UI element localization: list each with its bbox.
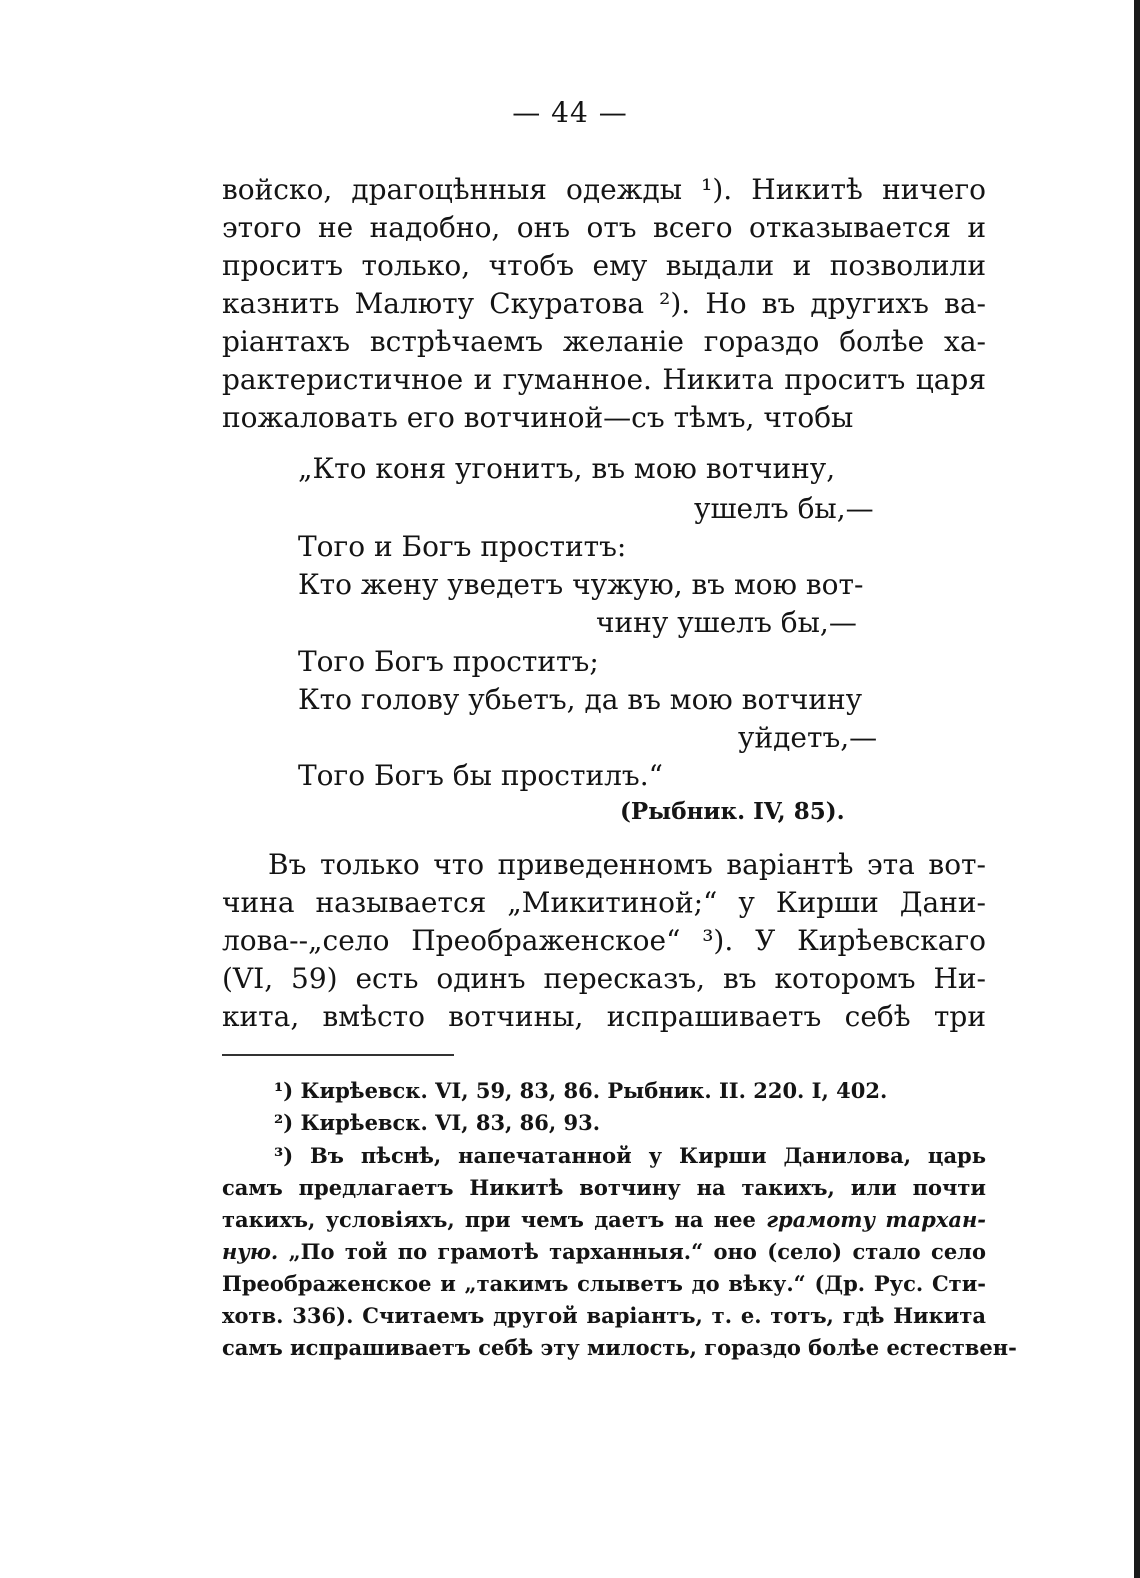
footnote-3-line: самъ предлагаетъ Никитѣ вотчину на такихъ, или почти (222, 1175, 986, 1200)
footnote-3-line (222, 1237, 986, 1267)
verse-line-continuation: уйдетъ,— (738, 721, 878, 754)
text-line: Въ только что приведенномъ варіантѣ эта вот- (268, 848, 986, 881)
verse-line: Того и Богъ проститъ: (298, 530, 627, 563)
verse-line: Того Богъ проститъ; (298, 645, 599, 678)
footnote-separator (222, 1054, 454, 1056)
footnote-3-line: Преображенское и „такимъ слыветъ до вѣку.“ (Др. Рус. Сти- (222, 1271, 986, 1296)
footnote-3-line (222, 1205, 986, 1235)
page-edge (1134, 0, 1140, 1578)
text-line: лова--„село Преображенское“ ³). У Кирѣевскаго (222, 924, 986, 957)
footnote-2: ²) Кирѣевск. VI, 83, 86, 93. (274, 1110, 601, 1135)
text-line: пожаловать его вотчиной—съ тѣмъ, чтобы (222, 401, 854, 434)
footnote-3-line: самъ испрашиваетъ себѣ эту милость, гораздо болѣе естествен- (222, 1335, 1017, 1360)
verse-line: Кто голову убьетъ, да въ мою вотчину (298, 683, 863, 716)
footnote-1: ¹) Кирѣевск. VI, 59, 83, 86. Рыбник. II. 220. I, 402. (274, 1078, 888, 1103)
footnote-3-text: такихъ, условіяхъ, при чемъ даетъ на нее (222, 1207, 756, 1232)
footnote-3-line: хотв. 336). Считаемъ другой варіантъ, т. е. тотъ, гдѣ Никита (222, 1303, 986, 1328)
text-line: этого не надобно, онъ отъ всего отказывается и (222, 211, 986, 244)
text-line: рактеристичное и гуманное. Никита проситъ царя (222, 363, 986, 396)
verse-citation: (Рыбник. IV, 85). (620, 798, 845, 825)
text-line: кита, вмѣсто вотчины, испрашиваетъ себѣ три (222, 1000, 986, 1033)
verse-line: Кто жену уведетъ чужую, въ мою вот- (298, 568, 864, 601)
text-line: ріантахъ встрѣчаемъ желаніе гораздо болѣе ха- (222, 325, 986, 358)
text-line: чина называется „Микитиной;“ у Кирши Дани- (222, 886, 986, 919)
text-line: войско, драгоцѣнныя одежды ¹). Никитѣ ничего (222, 173, 986, 206)
footnote-3-line: ³) Въ пѣснѣ, напечатанной у Кирши Данилова, царь (274, 1143, 986, 1168)
page-number: — 44 — (512, 96, 628, 129)
verse-line-continuation: ушелъ бы,— (694, 492, 874, 525)
footnote-3-italic: грамоту тархан- (766, 1207, 986, 1232)
footnote-3-italic: ную. (222, 1239, 279, 1264)
footnote-3-text: „По той по грамотѣ тарханныя.“ оно (село) стало село (288, 1239, 986, 1264)
verse-line: „Кто коня угонитъ, въ мою вотчину, (298, 452, 836, 485)
text-line: проситъ только, чтобъ ему выдали и позволили (222, 249, 986, 282)
text-line: (VI, 59) есть одинъ пересказъ, въ которомъ Ни- (222, 962, 986, 995)
verse-line-continuation: чину ушелъ бы,— (596, 606, 857, 639)
verse-line: Того Богъ бы простилъ.“ (298, 759, 663, 792)
text-line: казнить Малюту Скуратова ²). Но въ другихъ ва- (222, 287, 986, 320)
